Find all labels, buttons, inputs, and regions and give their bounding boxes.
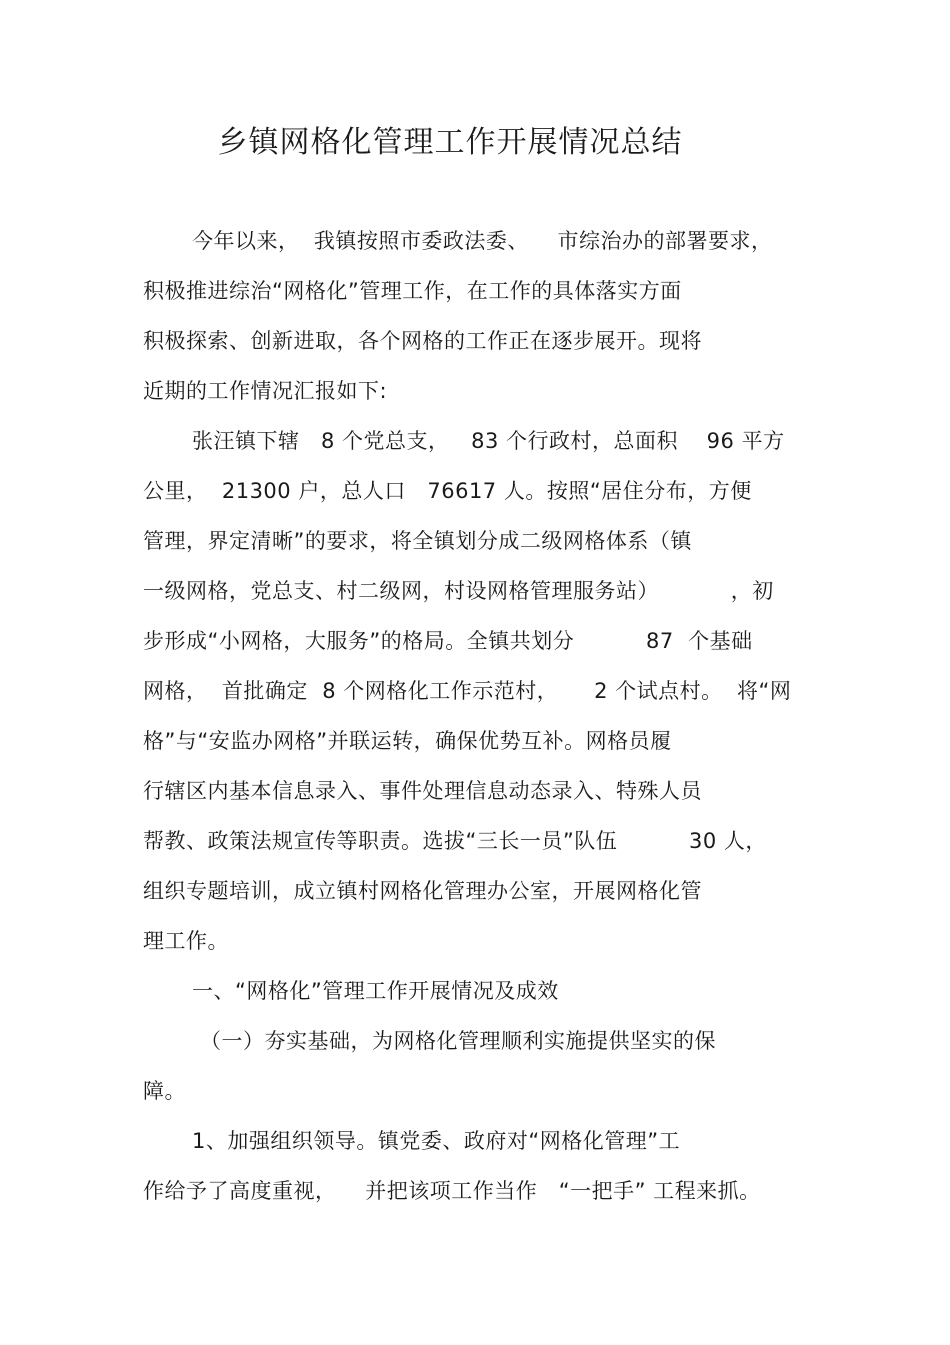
section-heading: 一、“网格化”管理工作开展情况及成效 <box>192 979 559 1003</box>
paragraph-line: 格”与“安监办网格”并联运转，确保优势互补。网格员履 <box>143 729 672 753</box>
paragraph-line: 障。 <box>143 1079 186 1103</box>
paragraph-line: 积极推进综治“网格化”管理工作，在工作的具体落实方面 <box>143 279 682 303</box>
paragraph-line: 作给予了高度重视， 并把该项工作当作 “一把手” 工程来抓。 <box>143 1179 761 1203</box>
paragraph-line: 网格， 首批确定 8 个网格化工作示范村， 2 个试点村。 将“网 <box>143 679 792 703</box>
paragraph-line: 帮教、政策法规宣传等职责。选拔“三长一员”队伍 30 人， <box>143 829 767 853</box>
paragraph-line: 管理，界定清晰”的要求，将全镇划分成二级网格体系（镇 <box>143 529 692 553</box>
paragraph-line: 公里， 21300 户，总人口 76617 人。按照“居住分布，方便 <box>143 479 752 503</box>
paragraph-line: 1、加强组织领导。镇党委、政府对“网格化管理”工 <box>192 1129 681 1153</box>
paragraph-line: 组织专题培训，成立镇村网格化管理办公室，开展网格化管 <box>143 879 702 903</box>
paragraph-line: 近期的工作情况汇报如下: <box>143 379 388 403</box>
paragraph-line: 张汪镇下辖 8 个党总支， 83 个行政村，总面积 96 平方 <box>192 429 785 453</box>
paragraph-line: 积极探索、创新进取，各个网格的工作正在逐步展开。现将 <box>143 329 702 353</box>
paragraph-line: 步形成“小网格，大服务”的格局。全镇共划分 87 个基础 <box>143 629 753 653</box>
document-title: 乡镇网格化管理工作开展情况总结 <box>217 125 683 160</box>
paragraph-line: 一级网格，党总支、村二级网，村设网格管理服务站） ，初 <box>143 579 774 603</box>
paragraph-line: 今年以来， 我镇按照市委政法委、 市综治办的部署要求， <box>192 229 773 253</box>
subsection-heading: （一）夯实基础，为网格化管理顺利实施提供坚实的保 <box>200 1029 716 1053</box>
paragraph-line: 理工作。 <box>143 929 229 953</box>
paragraph-line: 行辖区内基本信息录入、事件处理信息动态录入、特殊人员 <box>143 779 702 803</box>
